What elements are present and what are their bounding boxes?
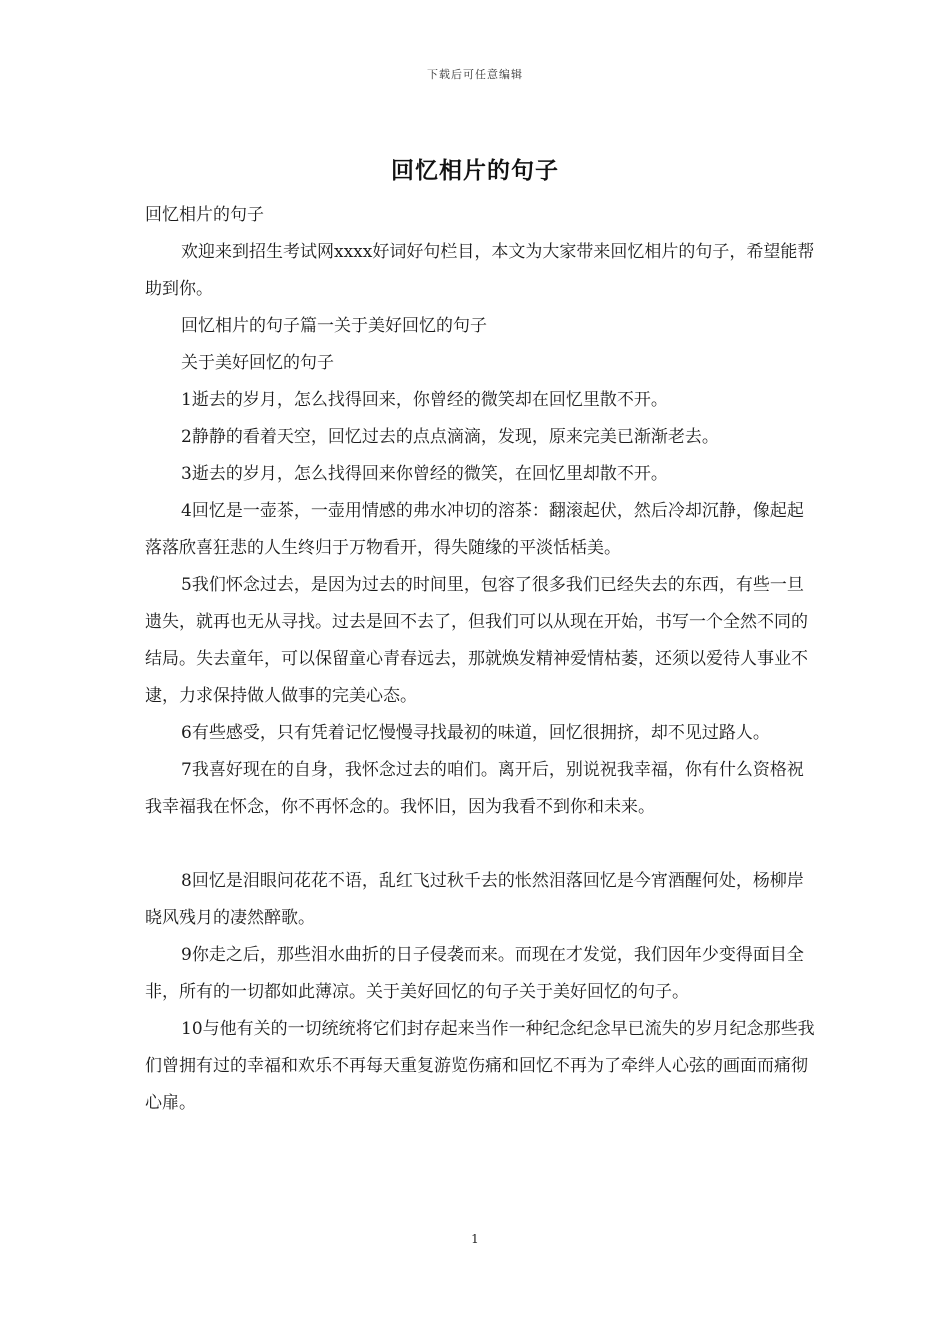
list-item: 3逝去的岁月，怎么找得回来你曾经的微笑，在回忆里却散不开。: [181, 464, 668, 484]
document-title: 回忆相片的句子: [391, 157, 559, 184]
list-item: 6有些感受，只有凭着记忆慢慢寻找最初的味道，回忆很拥挤，却不见过路人。: [181, 723, 770, 743]
subtitle-line: 回忆相片的句子: [145, 205, 264, 225]
list-item: 10与他有关的一切统统将它们封存起来当作一种纪念纪念早已流失的岁月纪念那些我们曾拥有过的幸福和欢乐不再每天重复游览伤痛和回忆不再为了牵绊人心弦的画面而痛彻心扉。: [145, 1019, 815, 1113]
document-body: [145, 197, 815, 1122]
list-item: 2静静的看着天空，回忆过去的点点滴滴，发现，原来完美已渐渐老去。: [181, 427, 719, 447]
page-number: 1: [471, 1232, 479, 1246]
section-subheading: 关于美好回忆的句子: [181, 353, 334, 373]
list-item: 7我喜好现在的自身，我怀念过去的咱们。离开后，别说祝我幸福，你有什么资格祝我幸福我在怀念，你不再怀念的。我怀旧，因为我看不到你和未来。: [145, 760, 804, 817]
header-note: 下载后可任意编辑: [427, 68, 523, 81]
list-item: 1逝去的岁月，怎么找得回来，你曾经的微笑却在回忆里散不开。: [181, 390, 668, 410]
section-heading: 回忆相片的句子篇一关于美好回忆的句子: [181, 316, 487, 336]
paragraph: 欢迎来到招生考试网xxxx好词好句栏目，本文为大家带来回忆相片的句子，希望能帮助到你。: [145, 242, 815, 299]
list-item: 9你走之后，那些泪水曲折的日子侵袭而来。而现在才发觉，我们因年少变得面目全非，所有的一切都如此薄凉。关于美好回忆的句子关于美好回忆的句子。: [145, 945, 804, 1002]
list-item: 8回忆是泪眼问花花不语，乱红飞过秋千去的怅然泪落回忆是今宵酒醒何处，杨柳岸晓风残月的凄然醉歌。: [145, 871, 804, 928]
list-item: 4回忆是一壶茶，一壶用情感的弗水冲切的溶茶：翻滚起伏，然后冷却沉静，像起起落落欣喜狂悲的人生终归于万物看开，得失随缘的平淡恬栝美。: [145, 501, 804, 558]
list-item: 5我们怀念过去，是因为过去的时间里，包容了很多我们已经失去的东西，有些一旦遗失，就再也无从寻找。过去是回不去了，但我们可以从现在开始，书写一个全然不同的结局。失去童年，可以保留童心青春远去，那就焕发精神爱情枯萎，还须以爱待人事业不逮，力求保持做人做事的完美心态。: [145, 575, 808, 706]
